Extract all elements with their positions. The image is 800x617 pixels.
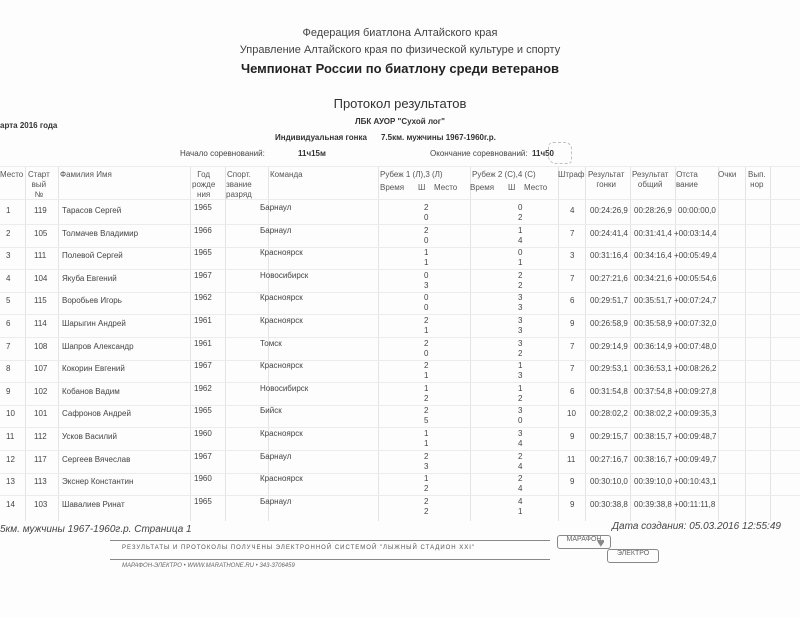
- total-result: 00:39:38,8: [634, 499, 672, 509]
- place: 9: [6, 386, 11, 396]
- range3-shots: 0: [424, 303, 429, 313]
- venue: ЛБК АУОР "Сухой лог": [355, 117, 445, 126]
- total-result: 00:34:21,6: [634, 273, 672, 283]
- col-penalty: Штраф: [558, 170, 585, 179]
- place: 11: [6, 432, 15, 441]
- place: 6: [6, 319, 11, 328]
- start-label: Начало соревнований:: [180, 149, 265, 158]
- col-team: Команда: [270, 170, 303, 179]
- athlete-name: Воробьев Игорь: [62, 296, 122, 306]
- range1-shots: 2: [424, 496, 429, 506]
- range3-shots: 1: [424, 326, 429, 335]
- gap: +00:05:54,6: [674, 273, 717, 283]
- team: Красноярск: [260, 474, 303, 484]
- grid-hline: [0, 314, 800, 315]
- place: 10: [6, 409, 15, 419]
- bib: 104: [34, 273, 48, 283]
- team: Новосибирск: [260, 270, 309, 280]
- col-birth: Год рожде ния: [192, 170, 216, 199]
- protocol-title: Протокол результатов: [333, 96, 467, 111]
- grid-hline: [0, 495, 800, 496]
- race-result: 00:30:10,0: [590, 477, 628, 487]
- race-result: 00:27:16,7: [590, 454, 628, 464]
- total-result: 00:36:53,1: [634, 364, 672, 374]
- grid-vline: [190, 166, 191, 521]
- birth-year: 1960: [194, 474, 212, 484]
- grid-vline: [630, 166, 631, 521]
- grid-vline: [225, 166, 226, 521]
- col-r2-time: Время: [470, 183, 495, 192]
- gap: +00:09:27,8: [674, 386, 717, 396]
- bib: 114: [34, 319, 47, 328]
- range3-shots: 3: [424, 280, 429, 290]
- range3-shots: 0: [424, 348, 429, 358]
- col-points: Очки: [718, 170, 737, 179]
- creation-date: Дата создания: 05.03.2016 12:55:49: [612, 521, 781, 532]
- range1-shots: 0: [424, 293, 429, 303]
- grid-hline: [0, 166, 800, 167]
- race-result: 00:31:54,8: [590, 386, 628, 396]
- range2-shots: 2: [518, 270, 523, 280]
- bib: 103: [34, 499, 48, 509]
- total-result: 00:35:58,9: [634, 319, 672, 328]
- total-result: 00:31:41,4: [634, 228, 672, 238]
- range4-shots: 4: [518, 439, 523, 448]
- range3-shots: 1: [424, 439, 429, 448]
- team: Бийск: [260, 406, 282, 416]
- grid-hline: [0, 382, 800, 383]
- gap: +00:09:48,7: [674, 432, 717, 441]
- bib: 113: [34, 477, 47, 487]
- penalty: 6: [570, 386, 575, 396]
- heart-icon: ♥: [597, 535, 605, 550]
- range1-shots: 2: [424, 316, 429, 325]
- penalty: 9: [570, 477, 575, 487]
- athlete-name: Шарыгин Андрей: [62, 319, 126, 328]
- place: 1: [6, 206, 11, 215]
- birth-year: 1965: [194, 203, 212, 212]
- birth-year: 1965: [194, 496, 212, 506]
- total-result: 00:38:15,7: [634, 432, 672, 441]
- col-bib: Старт вый №: [28, 170, 50, 199]
- logo-top: МАРАФОН: [557, 535, 611, 549]
- race-result: 00:29:53,1: [590, 364, 628, 374]
- athlete-name: Полевой Сергей: [62, 251, 123, 261]
- bib: 101: [34, 409, 48, 419]
- gap: +00:07:24,7: [674, 296, 717, 306]
- total-result: 00:34:16,4: [634, 251, 672, 261]
- penalty: 7: [570, 228, 575, 238]
- gap: +00:07:48,0: [674, 341, 717, 351]
- logo-bottom: ЭЛЕКТРО: [607, 549, 659, 563]
- race-result: 00:29:15,7: [590, 432, 628, 441]
- col-race-result: Результат гонки: [588, 170, 625, 189]
- col-range2: Рубеж 2 (С),4 (С): [472, 170, 536, 179]
- range1-shots: 1: [424, 474, 429, 484]
- grid-vline: [25, 166, 26, 521]
- grid-hline: [0, 405, 800, 406]
- place: 5: [6, 296, 11, 306]
- total-result: 00:39:10,0: [634, 477, 672, 487]
- total-result: 00:38:02,2: [634, 409, 672, 419]
- grid-hline: [0, 292, 800, 293]
- range1-shots: 1: [424, 248, 429, 258]
- grid-hline: [0, 247, 800, 248]
- range3-shots: 2: [424, 506, 429, 516]
- range4-shots: 3: [518, 303, 523, 313]
- range3-shots: 3: [424, 461, 429, 471]
- event-date: арта 2016 года: [0, 121, 58, 130]
- athlete-name: Усков Василий: [62, 432, 117, 441]
- athlete-name: Сергеев Вячеслав: [62, 454, 131, 464]
- col-place: Место: [0, 170, 24, 179]
- race-category: 7.5км. мужчины 1967-1960г.р.: [380, 133, 496, 142]
- gap: +00:05:49,4: [674, 251, 717, 261]
- race-type: Индивидуальная гонка: [275, 133, 367, 142]
- range4-shots: 2: [518, 393, 523, 403]
- birth-year: 1967: [194, 270, 212, 280]
- penalty: 11: [567, 454, 576, 464]
- birth-year: 1965: [194, 406, 212, 416]
- place: 7: [6, 341, 11, 351]
- range4-shots: 3: [518, 371, 523, 381]
- range1-shots: 2: [424, 203, 429, 212]
- race-info: [275, 133, 496, 142]
- penalty: 9: [570, 319, 575, 328]
- range3-shots: 0: [424, 235, 429, 245]
- total-result: 00:35:51,7: [634, 296, 672, 306]
- race-result: 00:31:16,4: [590, 251, 628, 261]
- range2-shots: 3: [518, 293, 523, 303]
- range4-shots: 3: [518, 326, 523, 335]
- range2-shots: 2: [518, 451, 523, 461]
- grid-hline: [0, 199, 800, 200]
- grid-hline: [0, 473, 800, 474]
- race-result: 00:29:51,7: [590, 296, 628, 306]
- range2-shots: 3: [518, 316, 523, 325]
- bib: 107: [34, 364, 48, 374]
- ink-stamp-mark: [548, 142, 572, 164]
- penalty: 6: [570, 296, 575, 306]
- gap: +00:09:49,7: [674, 454, 717, 464]
- col-r2-place: Место: [524, 183, 548, 192]
- birth-year: 1967: [194, 361, 212, 371]
- race-result: 00:30:38,8: [590, 499, 628, 509]
- place: 2: [6, 228, 11, 238]
- range2-shots: 4: [518, 496, 523, 506]
- athlete-name: Кобанов Вадим: [62, 386, 120, 396]
- place: 13: [6, 477, 15, 487]
- birth-year: 1961: [194, 338, 212, 348]
- range3-shots: 1: [424, 258, 429, 268]
- range1-shots: 2: [424, 225, 429, 235]
- penalty: 3: [570, 251, 575, 261]
- range2-shots: 0: [518, 248, 523, 258]
- team: Красноярск: [260, 316, 303, 325]
- place: 3: [6, 251, 11, 261]
- col-gap: Отста вание: [676, 170, 698, 189]
- bib: 102: [34, 386, 48, 396]
- team: Красноярск: [260, 248, 303, 258]
- range2-shots: 3: [518, 429, 523, 438]
- grid-vline: [745, 166, 746, 521]
- penalty: 7: [570, 364, 575, 374]
- penalty: 7: [570, 341, 575, 351]
- range4-shots: 4: [518, 235, 523, 245]
- col-name: Фамилия Имя: [60, 170, 112, 179]
- grid-vline: [558, 166, 559, 521]
- athlete-name: Тарасов Сергей: [62, 206, 122, 215]
- athlete-name: Сафронов Андрей: [62, 409, 131, 419]
- range4-shots: 2: [518, 280, 523, 290]
- race-result: 00:24:26,9: [590, 206, 628, 215]
- range2-shots: 1: [518, 383, 523, 393]
- federation-title: Федерация биатлона Алтайского края: [302, 27, 498, 39]
- col-r1-time: Время: [380, 183, 405, 192]
- team: Барнаул: [260, 496, 292, 506]
- range4-shots: 2: [518, 213, 523, 222]
- place: 12: [6, 454, 15, 464]
- range1-shots: 2: [424, 361, 429, 371]
- col-rank: Спорт. звание разряд: [226, 170, 252, 199]
- range1-shots: 0: [424, 270, 429, 280]
- grid-vline: [58, 166, 59, 521]
- range1-shots: 1: [424, 429, 429, 438]
- race-result: 00:26:58,9: [590, 319, 628, 328]
- bib: 117: [34, 454, 47, 464]
- athlete-name: Шапров Александр: [62, 341, 134, 351]
- athlete-name: Шавалиев Ринат: [62, 499, 125, 509]
- grid-vline: [470, 166, 471, 521]
- grid-hline: [0, 360, 800, 361]
- penalty: 9: [570, 432, 575, 441]
- total-result: 00:36:14,9: [634, 341, 672, 351]
- grid-hline: [0, 224, 800, 225]
- grid-vline: [585, 166, 586, 521]
- start-value: 11ч15м: [298, 149, 326, 158]
- range4-shots: 0: [518, 416, 523, 426]
- grid-vline: [718, 166, 719, 521]
- team: Томск: [260, 338, 282, 348]
- grid-vline: [770, 166, 771, 521]
- range3-shots: 0: [424, 213, 429, 222]
- range4-shots: 1: [518, 506, 523, 516]
- athlete-name: Толмачев Владимир: [62, 228, 139, 238]
- race-result: 00:24:41,4: [590, 228, 628, 238]
- total-result: 00:37:54,8: [634, 386, 672, 396]
- col-r1-shots: Ш: [418, 183, 426, 192]
- gap: 00:00:00,0: [678, 206, 716, 215]
- championship-title: Чемпионат России по биатлону среди ветеранов: [240, 61, 560, 76]
- range1-shots: 2: [424, 451, 429, 461]
- range2-shots: 3: [518, 338, 523, 348]
- birth-year: 1962: [194, 383, 212, 393]
- banner-text: РЕЗУЛЬТАТЫ И ПРОТОКОЛЫ ПОЛУЧЕНЫ ЭЛЕКТРОННОЙ СИСТЕМОЙ "ЛЫЖНЫЙ СТАДИОН XXI": [122, 545, 476, 551]
- grid-hline: [0, 269, 800, 270]
- gap: +00:11:11,8: [674, 499, 716, 509]
- place: 14: [6, 499, 15, 509]
- range1-shots: 1: [424, 383, 429, 393]
- race-result: 00:28:02,2: [590, 409, 628, 419]
- race-result: 00:29:14,9: [590, 341, 628, 351]
- range3-shots: 5: [424, 416, 429, 426]
- range4-shots: 2: [518, 348, 523, 358]
- range2-shots: 1: [518, 361, 523, 371]
- penalty: 9: [570, 499, 575, 509]
- department-title: Управление Алтайского края по физической культуре и спорту: [239, 44, 561, 56]
- team: Новосибирск: [260, 383, 309, 393]
- birth-year: 1967: [194, 451, 212, 461]
- col-qualification: Вып. нор: [748, 170, 766, 189]
- grid-hline: [0, 427, 800, 428]
- team: Барнаул: [260, 451, 292, 461]
- race-result: 00:27:21,6: [590, 273, 628, 283]
- col-r2-shots: Ш: [508, 183, 516, 192]
- penalty: 7: [570, 273, 575, 283]
- end-value: 11ч50: [532, 149, 554, 158]
- birth-year: 1965: [194, 248, 212, 258]
- grid-vline: [378, 166, 379, 521]
- athlete-name: Кокорин Евгений: [62, 364, 125, 374]
- range3-shots: 2: [424, 393, 429, 403]
- bib: 111: [34, 251, 47, 261]
- page-label: 5км. мужчины 1967-1960г.р. Страница 1: [0, 524, 192, 535]
- team: Барнаул: [260, 225, 292, 235]
- range1-shots: 2: [424, 338, 429, 348]
- penalty: 4: [570, 206, 575, 215]
- team: Барнаул: [260, 203, 292, 212]
- place: 8: [6, 364, 11, 374]
- gap: +00:09:35,3: [674, 409, 717, 419]
- gap: +00:07:32,0: [674, 319, 717, 328]
- bib: 105: [34, 228, 48, 238]
- range3-shots: 2: [424, 484, 429, 494]
- bib: 119: [34, 206, 47, 215]
- total-result: 00:28:26,9: [634, 206, 672, 215]
- birth-year: 1961: [194, 316, 212, 325]
- grid-hline: [0, 337, 800, 338]
- athlete-name: Экснер Константин: [62, 477, 134, 487]
- range4-shots: 4: [518, 461, 523, 471]
- bib: 108: [34, 341, 48, 351]
- team: Красноярск: [260, 429, 303, 438]
- grid-hline: [0, 450, 800, 451]
- birth-year: 1962: [194, 293, 212, 303]
- birth-year: 1966: [194, 225, 212, 235]
- end-label: Окончание соревнований:: [430, 149, 528, 158]
- col-r1-place: Место: [434, 183, 458, 192]
- penalty: 10: [567, 409, 576, 419]
- range1-shots: 2: [424, 406, 429, 416]
- team: Красноярск: [260, 293, 303, 303]
- team: Красноярск: [260, 361, 303, 371]
- range2-shots: 0: [518, 203, 523, 212]
- birth-year: 1960: [194, 429, 212, 438]
- total-result: 00:38:16,7: [634, 454, 672, 464]
- col-range1: Рубеж 1 (Л),3 (Л): [380, 170, 443, 179]
- range2-shots: 3: [518, 406, 523, 416]
- range2-shots: 2: [518, 474, 523, 484]
- col-total-result: Результат общий: [632, 170, 669, 189]
- range4-shots: 1: [518, 258, 523, 268]
- banner-subtext: МАРАФОН-ЭЛЕКТРО • WWW.MARATHONE.RU • 343-3706459: [122, 563, 295, 569]
- bib: 115: [34, 296, 47, 306]
- range3-shots: 1: [424, 371, 429, 381]
- place: 4: [6, 273, 11, 283]
- bib: 112: [34, 432, 47, 441]
- athlete-name: Якуба Евгений: [62, 273, 117, 283]
- range4-shots: 4: [518, 484, 523, 494]
- gap: +00:03:14,4: [674, 228, 717, 238]
- gap: +00:10:43,1: [674, 477, 717, 487]
- gap: +00:08:26,2: [674, 364, 717, 374]
- range2-shots: 1: [518, 225, 523, 235]
